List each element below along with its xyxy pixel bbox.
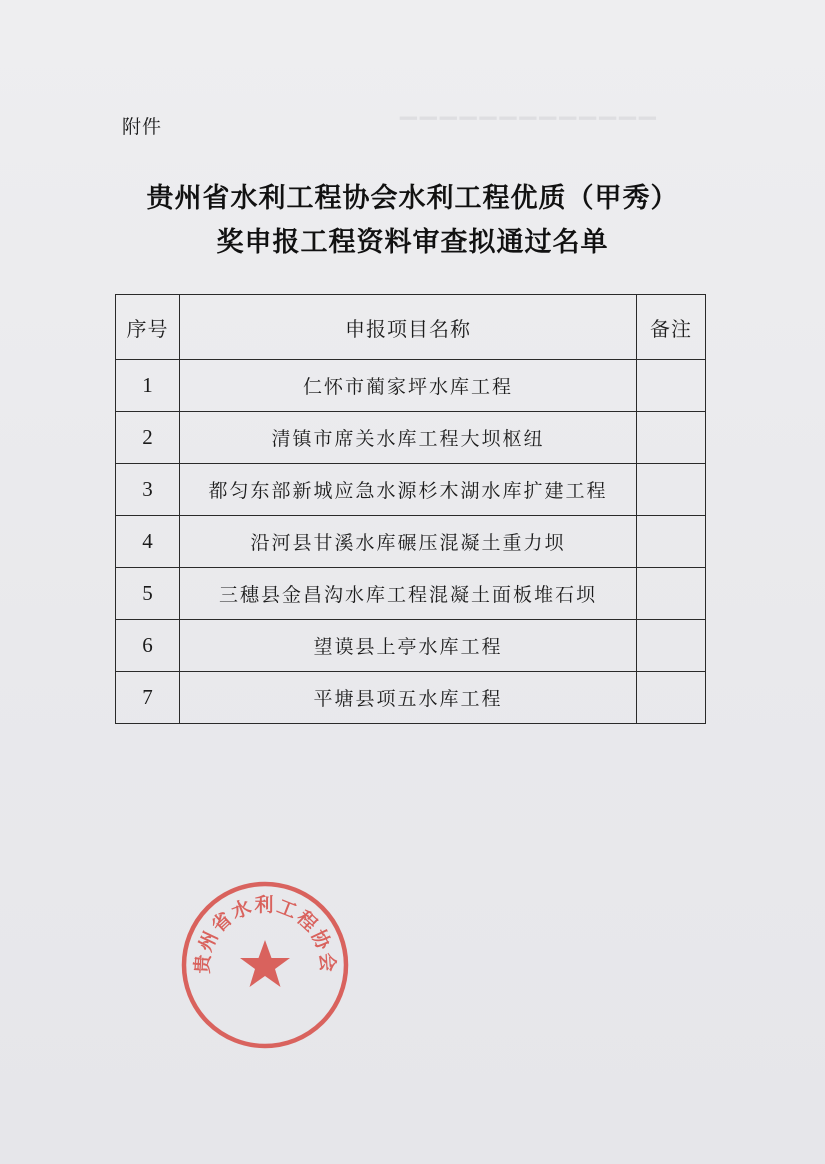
row-project-name: 清镇市席关水库工程大坝枢纽: [179, 412, 636, 464]
row-remarks: [637, 516, 706, 568]
table-header-row: [116, 295, 706, 360]
row-remarks: [637, 620, 706, 672]
header-project-name: 申报项目名称: [179, 295, 636, 360]
row-remarks: [637, 412, 706, 464]
official-seal-stamp: [178, 878, 352, 1052]
row-remarks: [637, 568, 706, 620]
row-remarks: [637, 360, 706, 412]
row-index: 4: [116, 516, 180, 568]
seal-star-icon: [240, 940, 290, 987]
table-row: [116, 516, 706, 568]
bleed-through-text: ▔▔▔▔▔▔▔▔▔▔▔▔▔: [400, 118, 659, 143]
row-index: 6: [116, 620, 180, 672]
header-remarks: 备注: [637, 295, 706, 360]
attachment-label: 附件: [122, 116, 163, 138]
row-remarks: [637, 464, 706, 516]
header-index: 序号: [116, 295, 180, 360]
row-project-name: 都匀东部新城应急水源杉木湖水库扩建工程: [179, 464, 636, 516]
row-index: 1: [116, 360, 180, 412]
table-row: [116, 412, 706, 464]
table-row: [116, 360, 706, 412]
table-row: [116, 464, 706, 516]
seal-text-path: 贵州省水利工程协会: [191, 894, 339, 975]
approved-projects-table: [115, 294, 706, 724]
row-index: 7: [116, 672, 180, 724]
document-title-line-1: 贵州省水利工程协会水利工程优质（甲秀）: [146, 183, 679, 214]
row-project-name: 三穗县金昌沟水库工程混凝土面板堆石坝: [179, 568, 636, 620]
row-remarks: [637, 672, 706, 724]
row-project-name: 仁怀市蔺家坪水库工程: [179, 360, 636, 412]
table-row: [116, 672, 706, 724]
document-title-line-2: 奖申报工程资料审查拟通过名单: [216, 227, 609, 258]
row-index: 3: [116, 464, 180, 516]
row-project-name: 沿河县甘溪水库碾压混凝土重力坝: [179, 516, 636, 568]
row-index: 2: [116, 412, 180, 464]
row-project-name: 平塘县项五水库工程: [179, 672, 636, 724]
row-project-name: 望谟县上亭水库工程: [179, 620, 636, 672]
table-row: [116, 568, 706, 620]
row-index: 5: [116, 568, 180, 620]
table-row: [116, 620, 706, 672]
